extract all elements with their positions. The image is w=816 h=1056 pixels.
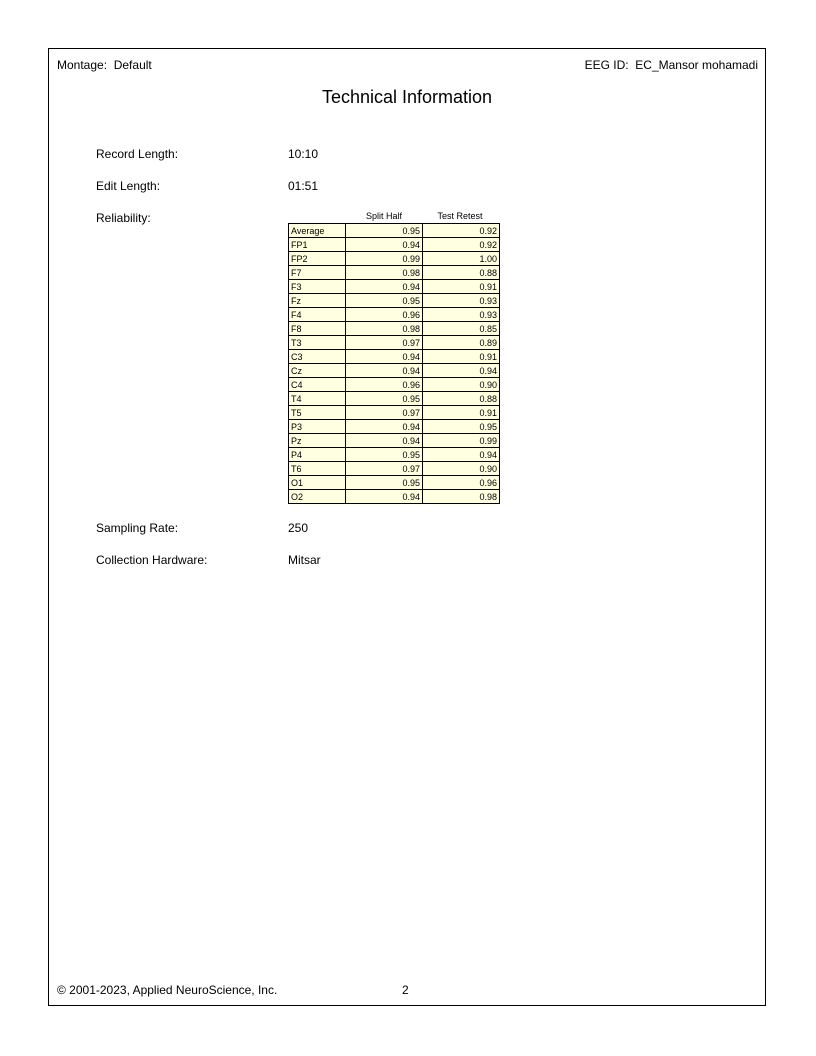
split-half-value: 0.95 <box>346 224 423 238</box>
channel-name: T3 <box>289 336 346 350</box>
table-row <box>289 294 500 308</box>
table-row <box>289 364 500 378</box>
test-retest-value: 0.93 <box>423 308 500 322</box>
test-retest-value: 0.93 <box>423 294 500 308</box>
split-half-header: Split Half <box>365 211 402 221</box>
table-row <box>289 238 500 252</box>
channel-name: Fz <box>289 294 346 308</box>
channel-name: P3 <box>289 420 346 434</box>
channel-name: F8 <box>289 322 346 336</box>
channel-name: Average <box>289 224 346 238</box>
split-half-value: 0.96 <box>346 378 423 392</box>
channel-name: Cz <box>289 364 346 378</box>
test-retest-value: 0.88 <box>423 392 500 406</box>
channel-name: O2 <box>289 490 346 504</box>
test-retest-value: 0.90 <box>423 462 500 476</box>
split-half-value: 0.98 <box>346 266 423 280</box>
test-retest-value: 0.91 <box>423 406 500 420</box>
test-retest-value: 0.88 <box>423 266 500 280</box>
table-row <box>289 336 500 350</box>
split-half-value: 0.94 <box>346 280 423 294</box>
split-half-value: 0.97 <box>346 336 423 350</box>
record-length-value: 10:10 <box>288 147 319 161</box>
montage-value: Default <box>113 58 152 72</box>
page-title: Technical Information <box>321 87 493 107</box>
test-retest-value: 0.90 <box>423 378 500 392</box>
reliability-table <box>288 223 500 504</box>
channel-name: F4 <box>289 308 346 322</box>
table-row <box>289 350 500 364</box>
split-half-value: 0.97 <box>346 462 423 476</box>
test-retest-value: 0.99 <box>423 434 500 448</box>
table-row <box>289 392 500 406</box>
test-retest-value: 1.00 <box>423 252 500 266</box>
channel-name: T4 <box>289 392 346 406</box>
test-retest-value: 0.92 <box>423 238 500 252</box>
table-row <box>289 266 500 280</box>
copyright: © 2001-2023, Applied NeuroScience, Inc. <box>57 983 278 997</box>
record-length-label: Record Length: <box>96 147 179 161</box>
eeg-id-value: EC_Mansor mohamadi <box>635 58 758 72</box>
split-half-value: 0.95 <box>346 392 423 406</box>
reliability-label: Reliability: <box>96 211 151 225</box>
sampling-rate-label: Sampling Rate: <box>96 521 179 535</box>
split-half-value: 0.96 <box>346 308 423 322</box>
channel-name: Pz <box>289 434 346 448</box>
test-retest-value: 0.85 <box>423 322 500 336</box>
table-row <box>289 224 500 238</box>
table-row <box>289 448 500 462</box>
channel-name: FP1 <box>289 238 346 252</box>
test-retest-value: 0.94 <box>423 448 500 462</box>
edit-length-label: Edit Length: <box>96 179 161 193</box>
eeg-id-label: EEG ID: <box>584 58 629 72</box>
channel-name: T6 <box>289 462 346 476</box>
channel-name: O1 <box>289 476 346 490</box>
split-half-value: 0.98 <box>346 322 423 336</box>
test-retest-header: Test Retest <box>437 211 483 221</box>
montage <box>57 58 152 72</box>
split-half-value: 0.94 <box>346 490 423 504</box>
table-row <box>289 308 500 322</box>
test-retest-value: 0.95 <box>423 420 500 434</box>
collection-hardware-value: Mitsar <box>288 553 321 567</box>
table-row <box>289 406 500 420</box>
edit-length-value: 01:51 <box>288 179 319 193</box>
table-row <box>289 434 500 448</box>
test-retest-value: 0.96 <box>423 476 500 490</box>
test-retest-value: 0.94 <box>423 364 500 378</box>
table-row <box>289 490 500 504</box>
split-half-value: 0.94 <box>346 420 423 434</box>
test-retest-value: 0.91 <box>423 350 500 364</box>
channel-name: T5 <box>289 406 346 420</box>
table-row <box>289 280 500 294</box>
table-row <box>289 462 500 476</box>
split-half-value: 0.95 <box>346 448 423 462</box>
eeg-id <box>585 58 758 72</box>
table-row <box>289 476 500 490</box>
test-retest-value: 0.91 <box>423 280 500 294</box>
table-row <box>289 252 500 266</box>
channel-name: FP2 <box>289 252 346 266</box>
test-retest-value: 0.98 <box>423 490 500 504</box>
split-half-value: 0.94 <box>346 364 423 378</box>
split-half-value: 0.95 <box>346 476 423 490</box>
split-half-value: 0.95 <box>346 294 423 308</box>
split-half-value: 0.97 <box>346 406 423 420</box>
test-retest-value: 0.92 <box>423 224 500 238</box>
channel-name: C4 <box>289 378 346 392</box>
channel-name: C3 <box>289 350 346 364</box>
split-half-value: 0.94 <box>346 350 423 364</box>
split-half-value: 0.94 <box>346 434 423 448</box>
split-half-value: 0.99 <box>346 252 423 266</box>
test-retest-value: 0.89 <box>423 336 500 350</box>
table-row <box>289 420 500 434</box>
montage-label: Montage: <box>57 58 108 72</box>
channel-name: P4 <box>289 448 346 462</box>
channel-name: F3 <box>289 280 346 294</box>
collection-hardware-label: Collection Hardware: <box>96 553 208 567</box>
table-row <box>289 322 500 336</box>
split-half-value: 0.94 <box>346 238 423 252</box>
table-row <box>289 378 500 392</box>
channel-name: F7 <box>289 266 346 280</box>
sampling-rate-value: 250 <box>288 521 309 535</box>
page-number: 2 <box>402 983 409 997</box>
